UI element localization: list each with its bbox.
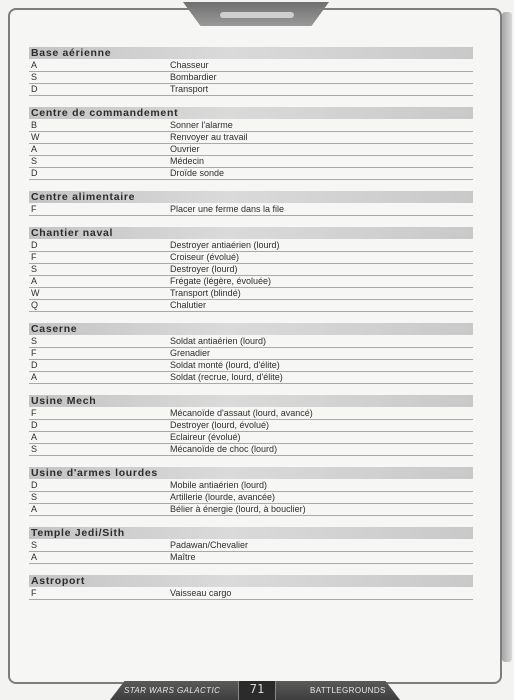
hotkey: D — [31, 240, 38, 250]
hotkey: D — [31, 480, 38, 490]
section — [29, 47, 473, 96]
hotkey-action: Mobile antiaérien (lourd) — [170, 480, 268, 490]
hotkey-action: Transport (blindé) — [170, 288, 241, 298]
table-row — [29, 360, 473, 372]
hotkey-action: Artillerie (lourde, avancée) — [170, 492, 276, 502]
table-row — [29, 168, 473, 180]
table-row — [29, 300, 473, 312]
hotkey: D — [31, 168, 38, 178]
table-row — [29, 420, 473, 432]
section-title: Usine Mech — [29, 395, 473, 407]
table-row — [29, 132, 473, 144]
hotkey-action: Vaisseau cargo — [170, 588, 232, 598]
hotkey: S — [31, 540, 38, 550]
section — [29, 575, 473, 600]
table-row — [29, 240, 473, 252]
hotkey-action: Destroyer antiaérien (lourd) — [170, 240, 280, 250]
table-row — [29, 480, 473, 492]
hotkey-action: Grenadier — [170, 348, 211, 358]
hotkey: W — [31, 132, 40, 142]
table-row — [29, 444, 473, 456]
table-row — [29, 408, 473, 420]
section-title: Usine d'armes lourdes — [29, 467, 473, 479]
hotkey: Q — [31, 300, 39, 310]
page-number: 71 — [238, 681, 276, 700]
section-title: Chantier naval — [29, 227, 473, 239]
hotkey-action: Sonner l'alarme — [170, 120, 233, 130]
hotkey-action: Renvoyer au travail — [170, 132, 248, 142]
section — [29, 227, 473, 312]
hotkey: A — [31, 60, 38, 70]
table-row — [29, 492, 473, 504]
section — [29, 323, 473, 384]
hotkey-action: Médecin — [170, 156, 205, 166]
top-tab-highlight — [220, 12, 294, 18]
hotkey: F — [31, 204, 37, 214]
table-row — [29, 60, 473, 72]
hotkey-reference — [29, 47, 473, 611]
table-row — [29, 540, 473, 552]
table-row — [29, 84, 473, 96]
hotkey: S — [31, 72, 38, 82]
section — [29, 527, 473, 564]
table-row — [29, 504, 473, 516]
hotkey-action: Placer une ferme dans la file — [170, 204, 285, 214]
hotkey: F — [31, 252, 37, 262]
table-row — [29, 144, 473, 156]
hotkey-action: Soldat (recrue, lourd, d'élite) — [170, 372, 283, 382]
hotkey: A — [31, 276, 38, 286]
table-row — [29, 348, 473, 360]
hotkey: A — [31, 504, 38, 514]
hotkey-action: Destroyer (lourd, évolué) — [170, 420, 270, 430]
hotkey: D — [31, 360, 38, 370]
hotkey: A — [31, 552, 38, 562]
hotkey: A — [31, 144, 38, 154]
hotkey-action: Bombardier — [170, 72, 217, 82]
hotkey-action: Chasseur — [170, 60, 209, 70]
hotkey: W — [31, 288, 40, 298]
hotkey: D — [31, 84, 38, 94]
hotkey: A — [31, 432, 38, 442]
hotkey: S — [31, 336, 38, 346]
section-title: Temple Jedi/Sith — [29, 527, 473, 539]
footer-subtitle: BATTLEGROUNDS — [310, 686, 386, 695]
hotkey-action: Transport — [170, 84, 209, 94]
hotkey: A — [31, 372, 38, 382]
table-row — [29, 156, 473, 168]
table-row — [29, 252, 473, 264]
hotkey-action: Croiseur (évolué) — [170, 252, 240, 262]
table-row — [29, 264, 473, 276]
hotkey-action: Padawan/Chevalier — [170, 540, 249, 550]
hotkey: F — [31, 408, 37, 418]
hotkey: F — [31, 588, 37, 598]
table-row — [29, 372, 473, 384]
section-title: Centre alimentaire — [29, 191, 473, 203]
section-title: Centre de commandement — [29, 107, 473, 119]
table-row — [29, 276, 473, 288]
table-row — [29, 588, 473, 600]
table-row — [29, 120, 473, 132]
footer-game-title: STAR WARS GALACTIC — [124, 686, 221, 695]
table-row — [29, 336, 473, 348]
hotkey-action: Droïde sonde — [170, 168, 225, 178]
hotkey: F — [31, 348, 37, 358]
hotkey-action: Soldat antiaérien (lourd) — [170, 336, 267, 346]
hotkey-action: Soldat monté (lourd, d'élite) — [170, 360, 280, 370]
table-row — [29, 552, 473, 564]
table-row — [29, 204, 473, 216]
section — [29, 395, 473, 456]
hotkey-action: Eclaireur (évolué) — [170, 432, 241, 442]
hotkey: S — [31, 492, 38, 502]
hotkey: D — [31, 420, 38, 430]
section — [29, 467, 473, 516]
hotkey: S — [31, 156, 38, 166]
section-title: Caserne — [29, 323, 473, 335]
section-title: Base aérienne — [29, 47, 473, 59]
hotkey-action: Mécanoïde de choc (lourd) — [170, 444, 278, 454]
hotkey-action: Maître — [170, 552, 196, 562]
hotkey-action: Mécanoïde d'assaut (lourd, avancé) — [170, 408, 313, 418]
hotkey-action: Bélier à énergie (lourd, à bouclier) — [170, 504, 306, 514]
hotkey-action: Ouvrier — [170, 144, 200, 154]
hotkey-action: Frégate (légère, évoluée) — [170, 276, 272, 286]
section-title: Astroport — [29, 575, 473, 587]
side-bar-decoration — [502, 12, 512, 662]
hotkey: B — [31, 120, 38, 130]
table-row — [29, 432, 473, 444]
section — [29, 191, 473, 216]
hotkey: S — [31, 444, 38, 454]
hotkey-action: Chalutier — [170, 300, 207, 310]
section — [29, 107, 473, 180]
hotkey: S — [31, 264, 38, 274]
table-row — [29, 72, 473, 84]
hotkey-action: Destroyer (lourd) — [170, 264, 238, 274]
table-row — [29, 288, 473, 300]
